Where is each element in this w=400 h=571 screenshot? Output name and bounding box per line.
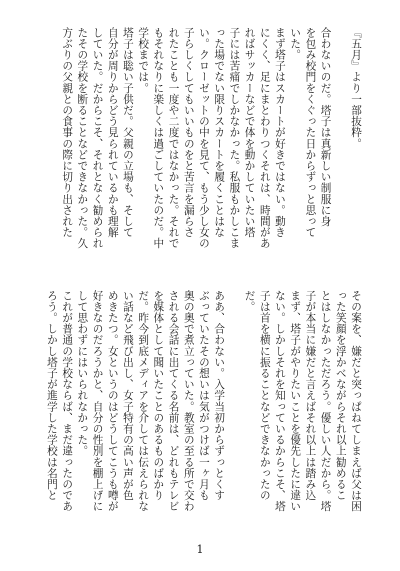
lower-text-line: ぶっていたその想いは気がつけば一ヶ月も xyxy=(197,290,210,501)
lower-text-line: だ。 xyxy=(243,290,256,313)
lower-text-line: 子が本当に嫌だと言えばそれ以上は踏み込 xyxy=(304,290,317,501)
lower-text-line: 好きなのだろうかと、自分の性別を棚上げに xyxy=(91,290,104,512)
upper-text-line: れたことも一度や二度ではなかった。それで xyxy=(167,27,180,249)
upper-text-line: い。クローゼットの中を見て、もう少し女の xyxy=(197,27,210,249)
lower-text-line: ない。しかしそれを知っているからこそ、塔 xyxy=(273,290,286,512)
upper-text-line: もそれなりに楽しくは過ごしていたのだ。中 xyxy=(152,27,165,249)
upper-text-line: った場でない限りスカートを履くことはな xyxy=(213,27,226,238)
upper-text-line xyxy=(333,27,348,277)
lower-text-line: される会話に出てくる名前は、どれもテレビ xyxy=(167,290,180,512)
lower-text-line: めきたつ。女というのはどうしてこうも噂が xyxy=(106,290,119,512)
lower-text-line: 子は首を横に振ることなどできなかったの xyxy=(258,290,271,501)
upper-text-line: いた。 xyxy=(289,27,302,61)
upper-text-line: を包み校門をくぐった日からずっと思って xyxy=(304,27,317,238)
lower-text-line: これが普通の学校ならば、まだ違ったのであ xyxy=(61,290,74,512)
lower-text-line: とはしなかっただろう。優しい人だから。塔 xyxy=(319,290,332,512)
upper-text-line: ればサッカーなどで体を動かしていたい塔 xyxy=(243,27,256,238)
upper-text-line: 子らしくしてもいいものをと苦言を漏らさ xyxy=(182,27,195,238)
upper-text-line: 『五月』より一部抜粋。 xyxy=(350,27,362,150)
upper-text-line: していた。だからこそ、それとなく勧められ xyxy=(91,27,104,249)
lower-text-line xyxy=(226,290,241,542)
upper-text-line: 方ぶりの父親との食事の際に切り出された xyxy=(61,27,74,238)
lower-text-line: まず、塔子がやりたいことを優先したに違い xyxy=(289,290,302,512)
text-block-upper xyxy=(31,27,363,277)
lower-text-line: を媒体として聞いたことのあるものばかり xyxy=(152,290,165,501)
lower-text-line: い話など飛び出し、女子特有の高い声が色 xyxy=(121,290,134,501)
upper-text-line: 学校までは。 xyxy=(137,27,150,94)
upper-text-line: たその学校を断ることなどできなかった。久 xyxy=(76,27,89,249)
upper-text-line: 合わないのだ。塔子は真新しい制服に身 xyxy=(319,27,332,227)
page-number: 1 xyxy=(196,543,204,556)
upper-text-line: まず塔子はスカートが好きではない。動き xyxy=(273,27,286,238)
lower-text-line: だ。昨今到底メディアを介しては伝えられな xyxy=(137,290,150,512)
upper-text-line: にくく、足にまとわりつくそれは、時間があ xyxy=(258,27,271,249)
lower-text-line: った笑顔を浮かべながらそれ以上勧めるこ xyxy=(334,290,347,501)
lower-text-line: 奥の奥で煮立っていた。教室の至る所で交わ xyxy=(182,290,195,512)
upper-text-line: 子には苦痛でしかなかった。私服もかしこま xyxy=(228,27,241,249)
text-block-lower xyxy=(31,290,363,542)
upper-text-line: 自分が周りからどう見られているかも理解 xyxy=(106,27,119,238)
lower-text-line: ろう。しかし塔子が進学した学校は名門と xyxy=(45,290,58,501)
lower-text-line: その案を、嫌だと突っぱねてしまえば父は困 xyxy=(350,290,362,512)
upper-text-line: 塔子は聡い子供だ。父親の立場も、そして xyxy=(121,27,134,238)
lower-text-line: ああ、合わない。入学当初からずっとくす xyxy=(213,290,226,501)
lower-text-line: して思わずにはいられなかった。 xyxy=(76,290,89,457)
